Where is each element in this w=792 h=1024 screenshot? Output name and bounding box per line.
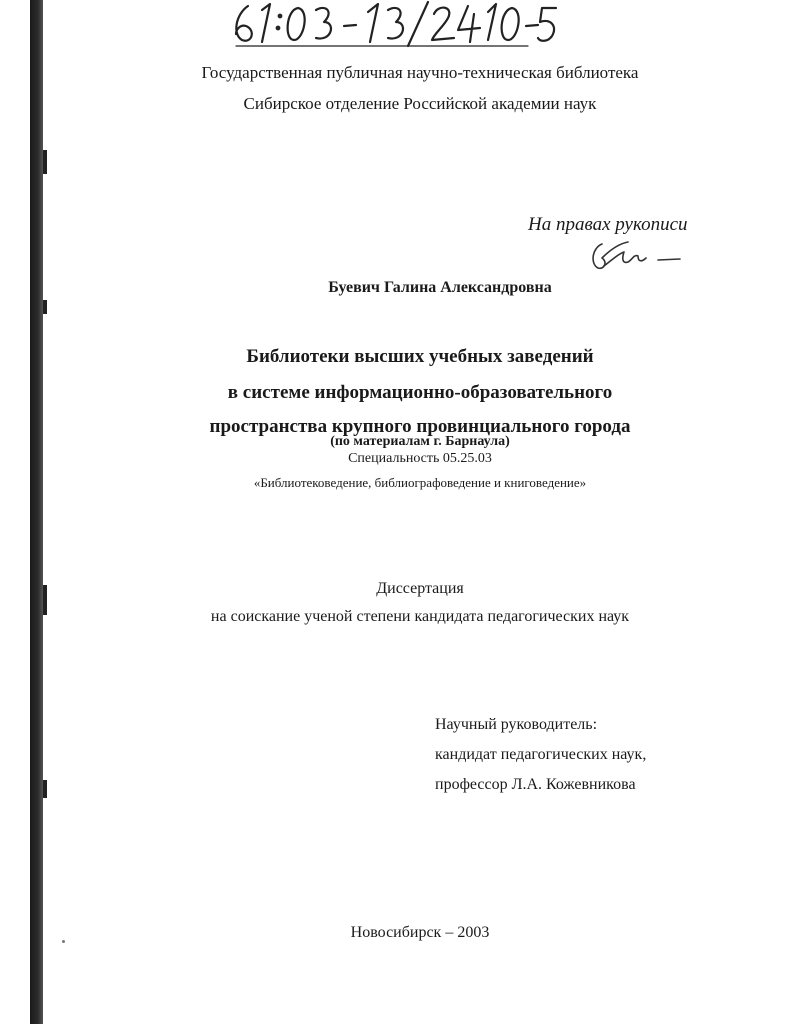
dissertation-title-line-1: Библиотеки высших учебных заведений	[246, 346, 594, 367]
advisor-degree: кандидат педагогических наук,	[435, 746, 647, 763]
institution-branch: Сибирское отделение Российской академии наук	[243, 94, 597, 113]
dissertation-title-line-2: в системе информационно-образовательного	[227, 382, 613, 403]
dissertation-title-line-3: пространства крупного провинциального города	[209, 416, 631, 437]
manuscript-rights-label: На правах рукописи	[528, 214, 688, 235]
advisor-name: профессор Л.А. Кожевникова	[435, 776, 636, 793]
document-type: Диссертация	[376, 580, 464, 597]
scan-binding-edge	[30, 0, 43, 1024]
degree-statement: на соискание ученой степени кандидата педагогических наук	[210, 608, 630, 625]
advisor-label: Научный руководитель:	[435, 716, 598, 733]
specialty-name: «Библиотековедение, библиографоведение и книговедение»	[253, 475, 587, 490]
institution-name: Государственная публичная научно-техническая библиотека	[201, 63, 639, 82]
handwritten-archive-code	[228, 0, 558, 48]
scan-speck	[43, 585, 47, 615]
author-name: Буевич Галина Александровна	[328, 279, 552, 296]
specialty-code: Специальность 05.25.03	[348, 451, 492, 466]
scan-speck	[43, 300, 47, 314]
dissertation-subtitle: (по материалам г. Барнаула)	[330, 434, 510, 449]
handwritten-signature	[588, 236, 684, 272]
scan-speck	[43, 780, 47, 798]
city-year: Новосибирск – 2003	[350, 924, 490, 941]
scan-speck	[43, 150, 47, 174]
